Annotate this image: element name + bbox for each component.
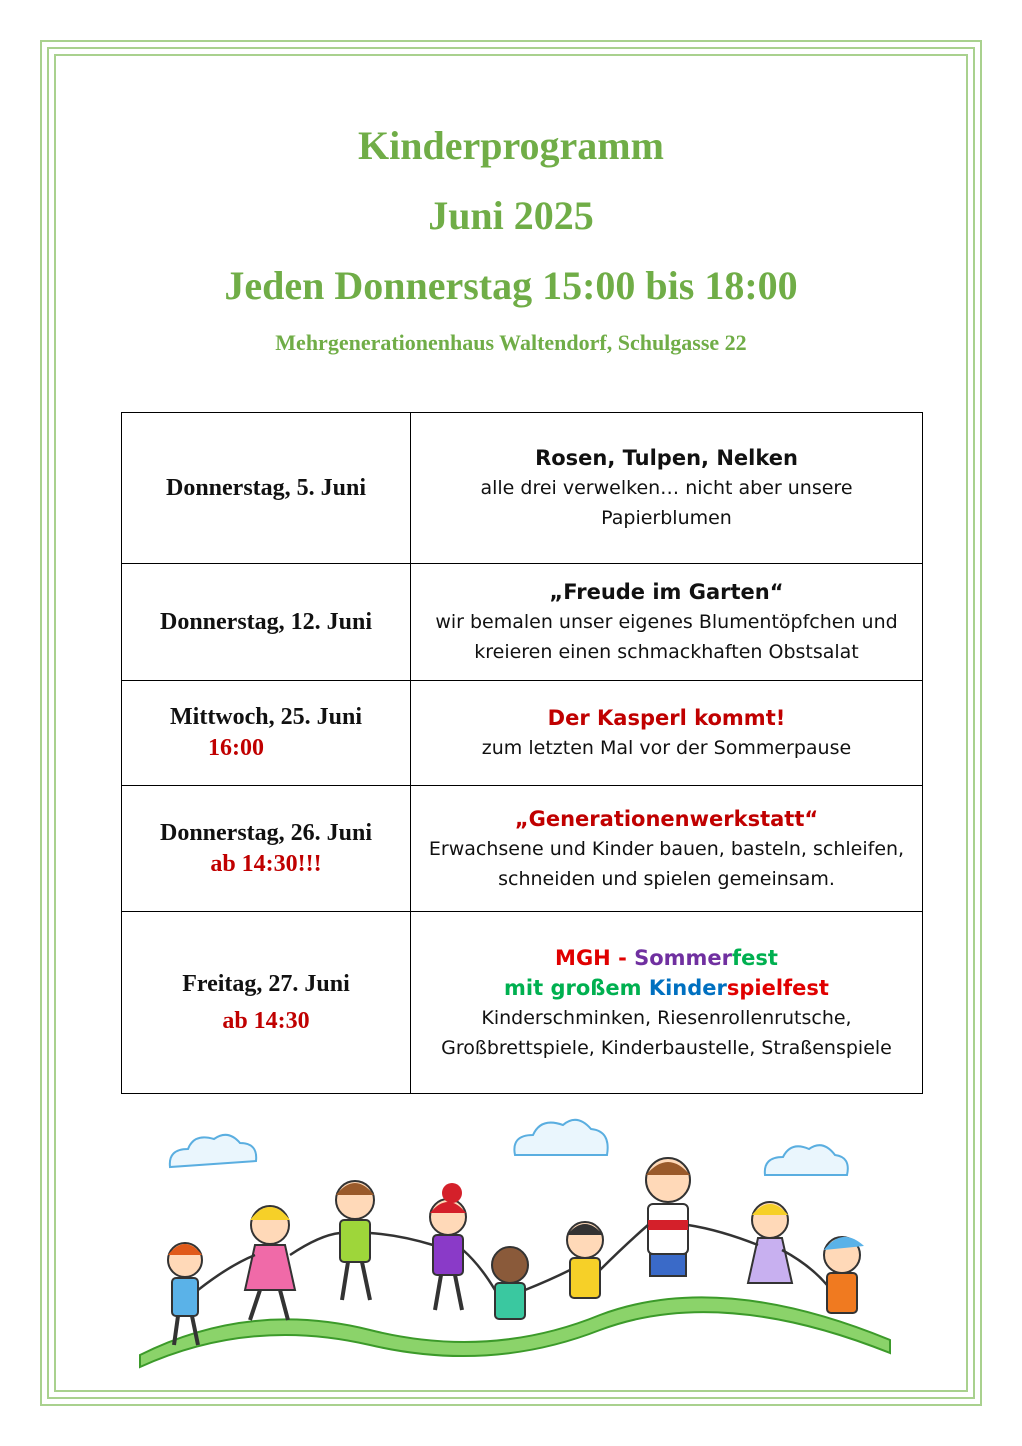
event-date: Donnerstag, 26. Juni — [159, 819, 373, 846]
child-figure — [336, 1181, 374, 1300]
event-date-cell — [122, 912, 411, 1094]
page-schedule: Jeden Donnerstag 15:00 bis 18:00 — [224, 263, 798, 308]
event-desc-line: alle drei verwelken… nicht aber unsere — [480, 477, 853, 499]
child-figure — [646, 1158, 690, 1276]
cloud-icon — [765, 1145, 848, 1175]
page-location: Mehrgenerationenhaus Waltendorf, Schulgasse 22 — [275, 330, 747, 355]
event-desc-cell — [411, 564, 923, 681]
event-title-part: spielfest — [726, 975, 829, 1000]
table-row — [122, 681, 923, 786]
event-title-part: fest — [732, 945, 778, 970]
event-title-part: Kinder — [648, 975, 727, 1000]
table-row — [122, 912, 923, 1094]
event-desc-cell — [411, 912, 923, 1094]
event-desc-line: Großbrettspiele, Kinderbaustelle, Straßenspiele — [441, 1036, 892, 1059]
cloud-icon — [170, 1135, 256, 1167]
event-desc-line: zum letzten Mal vor der Sommerpause — [481, 737, 852, 759]
event-desc-line: Papierblumen — [601, 507, 732, 529]
program-table — [121, 412, 923, 1094]
table-row — [122, 413, 923, 564]
child-figure — [567, 1222, 603, 1298]
event-date-cell — [122, 786, 411, 912]
event-date-cell — [122, 681, 411, 786]
event-desc-line: wir bemalen unser eigenes Blumentöpfchen und — [435, 611, 898, 633]
event-title-part: MGH - — [555, 945, 635, 970]
child-figure — [824, 1237, 864, 1313]
event-desc-line: kreieren einen schmackhaften Obstsalat — [474, 641, 859, 663]
cloud-icon — [514, 1120, 607, 1155]
children-illustration — [130, 1105, 900, 1370]
event-time: ab 14:30 — [222, 1007, 310, 1034]
child-figure — [245, 1206, 295, 1320]
event-date: Donnerstag, 12. Juni — [159, 608, 373, 635]
page-title: Kinderprogramm — [358, 123, 664, 168]
event-desc-cell — [411, 786, 923, 912]
event-time: ab 14:30!!! — [210, 850, 322, 877]
event-desc-line: schneiden und spielen gemeinsam. — [498, 867, 835, 890]
event-title: „Freude im Garten“ — [549, 580, 784, 604]
event-date: Freitag, 27. Juni — [182, 970, 350, 997]
event-date: Mittwoch, 25. Juni — [170, 704, 362, 730]
child-figure — [430, 1183, 466, 1310]
event-title: Der Kasperl kommt! — [547, 706, 786, 730]
event-desc-cell — [411, 413, 923, 564]
event-title — [411, 943, 922, 973]
event-date-cell — [122, 564, 411, 681]
event-title: „Generationenwerkstatt“ — [514, 806, 819, 831]
child-figure — [168, 1243, 202, 1345]
table-row — [122, 564, 923, 681]
event-title: Rosen, Tulpen, Nelken — [535, 446, 798, 470]
child-figure — [492, 1247, 528, 1319]
event-title-part: Sommer — [634, 945, 733, 970]
event-time: 16:00 — [208, 735, 264, 761]
event-date-cell — [122, 413, 411, 564]
event-title-part: mit großem — [504, 975, 649, 1000]
event-desc-line: Erwachsene und Kinder bauen, basteln, schleifen, — [428, 837, 905, 860]
event-desc-line: Kinderschminken, Riesenrollenrutsche, — [481, 1006, 852, 1029]
event-desc-cell — [411, 681, 923, 786]
event-date: Donnerstag, 5. Juni — [165, 474, 367, 501]
event-subtitle — [411, 973, 922, 1003]
table-row — [122, 786, 923, 912]
page-month: Juni 2025 — [428, 193, 594, 238]
